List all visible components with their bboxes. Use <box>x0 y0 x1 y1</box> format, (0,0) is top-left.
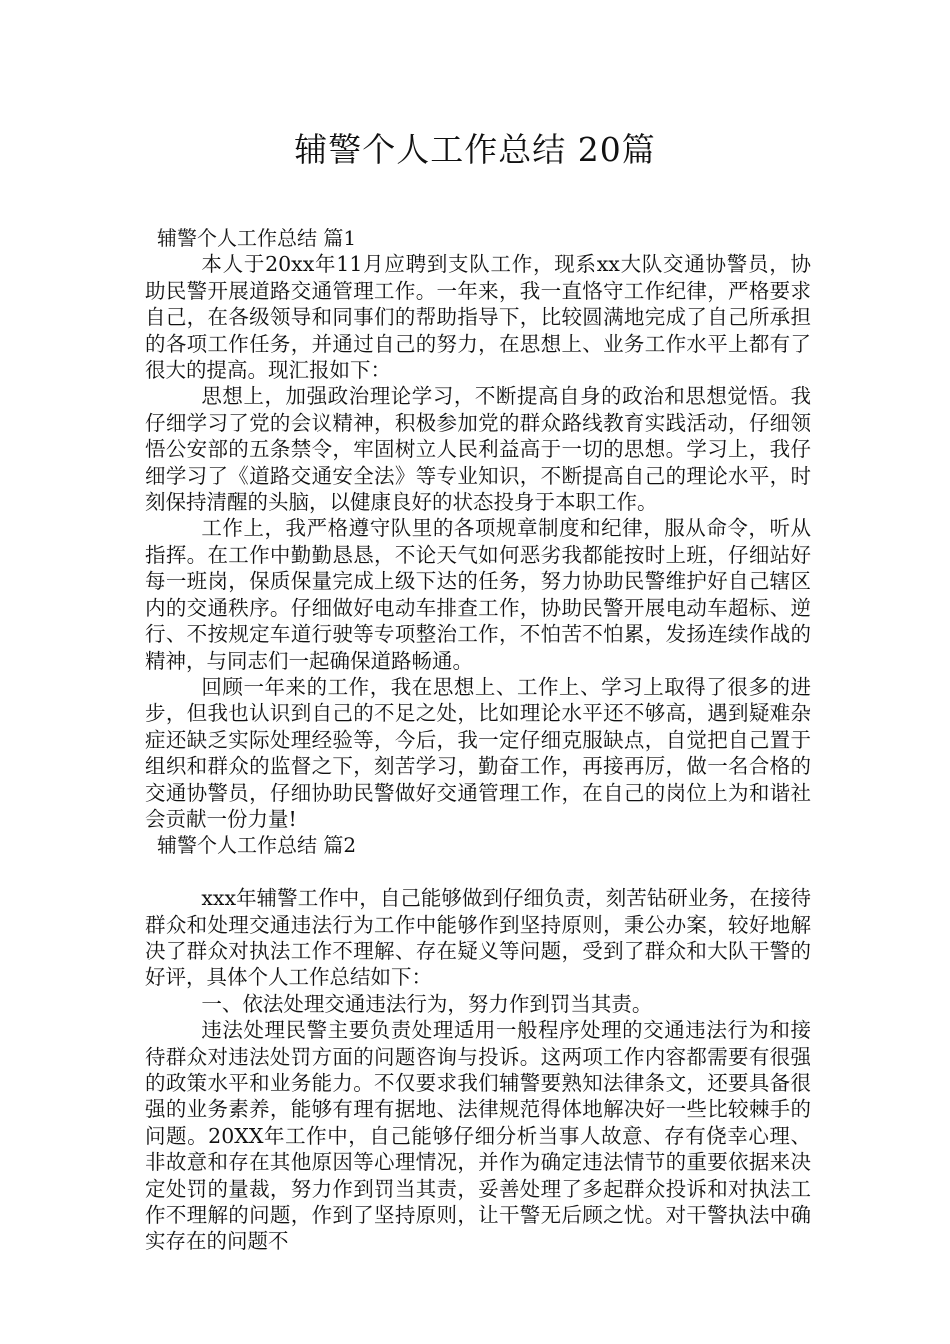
section-heading: 辅警个人工作总结 篇1 <box>157 226 357 250</box>
paragraph: 违法处理民警主要负责处理适用一般程序处理的交通违法行为和接待群众对违法处罚方面的问题咨询与投诉。这两项工作内容都需要有很强的政策水平和业务能力。不仅要求我们辅警要熟知法律条文，还要具备很强的业务素养，能够有理有据地、法律规范得体地解决好一些比较棘手的问题。20XX年工作中，自己能够仔细分析当事人故意、存有侥幸心理、非故意和存在其他原因等心理情况，并作为确定违法情节的重要依据来决定处罚的量裁，努力作到罚当其责，妥善处理了多起群众投诉和对执法工作不理解的问题，作到了坚持原则，让干警无后顾之忧。对干警执法中确实存在的问题不 <box>145 1018 811 1254</box>
paragraph: 本人于20xx年11月应聘到支队工作，现系xx大队交通协警员，协助民警开展道路交通管理工作。一年来，我一直恪守工作纪律，严格要求自己，在各级领导和同事们的帮助指导下，比较圆满地完成了自己所承担的各项工作任务，并通过自己的努力，在思想上、业务工作水平上都有了很大的提高。现汇报如下： <box>145 252 811 383</box>
section-2 <box>145 832 811 1254</box>
paragraph: 一、依法处理交通违法行为，努力作到罚当其责。 <box>201 991 653 1016</box>
paragraph: 工作上，我严格遵守队里的各项规章制度和纪律，服从命令，听从指挥。在工作中勤勤恳恳，不论天气如何恶劣我都能按时上班，仔细站好每一班岗，保质保量完成上级下达的任务，努力协助民警维护好自己辖区内的交通秩序。仔细做好电动车排查工作，协助民警开展电动车超标、逆行、不按规定车道行驶等专项整治工作，不怕苦不怕累，发扬连续作战的精神，与同志们一起确保道路畅通。 <box>145 516 811 673</box>
paragraph: 回顾一年来的工作，我在思想上、工作上、学习上取得了很多的进步，但我也认识到自己的不足之处，比如理论水平还不够高，遇到疑难杂症还缺乏实际处理经验等，今后，我一定仔细克服缺点，自觉把自己置于组织和群众的监督之下，刻苦学习，勤奋工作，再接再厉，做一名合格的交通协警员，仔细协助民警做好交通管理工作，在自己的岗位上为和谐社会贡献一份力量! <box>145 674 811 831</box>
paragraph: 思想上，加强政治理论学习，不断提高自身的政治和思想觉悟。我仔细学习了党的会议精神，积极参加党的群众路线教育实践活动，仔细领悟公安部的五条禁令，牢固树立人民利益高于一切的思想。学习上，我仔细学习了《道路交通安全法》等专业知识，不断提高自己的理论水平，时刻保持清醒的头脑，以健康良好的状态投身于本职工作。 <box>145 384 811 515</box>
document-title: 辅警个人工作总结 20篇 <box>294 130 656 169</box>
section-heading: 辅警个人工作总结 篇2 <box>157 833 357 858</box>
paragraph: xxx年辅警工作中，自己能够做到仔细负责，刻苦钻研业务，在接待群众和处理交通违法行为工作中能够作到坚持原则，秉公办案，较好地解决了群众对执法工作不理解、存在疑义等问题，受到了群众和大队干警的好评，具体个人工作总结如下： <box>145 886 811 990</box>
section-1 <box>145 225 811 832</box>
document-body <box>145 225 811 1255</box>
blank-line <box>145 859 811 885</box>
